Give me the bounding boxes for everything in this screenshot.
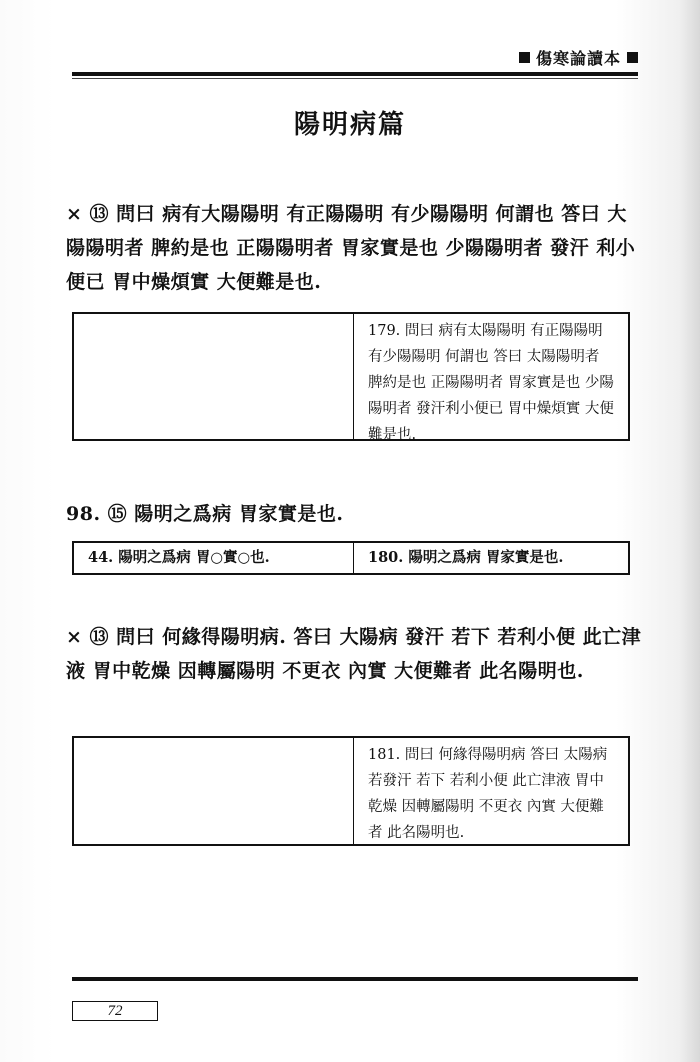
header-rule <box>72 72 638 76</box>
section-1-reference-table <box>72 312 630 441</box>
reference-left-cell <box>74 738 354 844</box>
footer-rule <box>72 977 638 981</box>
running-header <box>519 46 638 69</box>
section-2-reference-table <box>72 541 630 575</box>
book-title: 傷寒論讀本 <box>535 49 621 68</box>
square-bullet-icon <box>519 52 530 63</box>
square-bullet-icon <box>627 52 638 63</box>
reference-left-cell: 44. 陽明之爲病 胃○實○也. <box>74 543 354 573</box>
header-rule-thin <box>72 78 638 79</box>
reference-right-cell: 181. 問曰 何緣得陽明病 答曰 太陽病 若發汗 若下 若利小便 此亡津液 胃中乾燥 因轉屬陽明 不更衣 內實 大便難者 此名陽明也. <box>368 747 608 841</box>
reference-right-cell: 179. 問曰 病有太陽陽明 有正陽陽明 有少陽陽明 何謂也 答曰 太陽陽明者 脾約是也 正陽陽明者 胃家實是也 少陽陽明者 發汗利小便已 胃中燥煩實 大便難是也. <box>368 323 614 443</box>
page-number: 72 <box>72 1001 158 1021</box>
section-2-text: 98. ⑮ 陽明之爲病 胃家實是也. <box>66 503 344 525</box>
section-1-text: × ⑬ 問曰 病有大陽陽明 有正陽陽明 有少陽陽明 何謂也 答曰 大陽陽明者 脾約是也 正陽陽明者 胃家實是也 少陽陽明者 發汗 利小便已 胃中燥煩實 大便難是也. <box>66 203 636 293</box>
section-3-reference-table <box>72 736 630 846</box>
chapter-title: 陽明病篇 <box>293 110 406 140</box>
reference-left-cell <box>74 314 354 439</box>
section-3-text: × ⑬ 問曰 何緣得陽明病. 答曰 大陽病 發汗 若下 若利小便 此亡津液 胃中乾燥 因轉屬陽明 不更衣 內實 大便難者 此名陽明也. <box>66 626 642 682</box>
reference-right-cell: 180. 陽明之爲病 胃家實是也. <box>368 549 564 566</box>
